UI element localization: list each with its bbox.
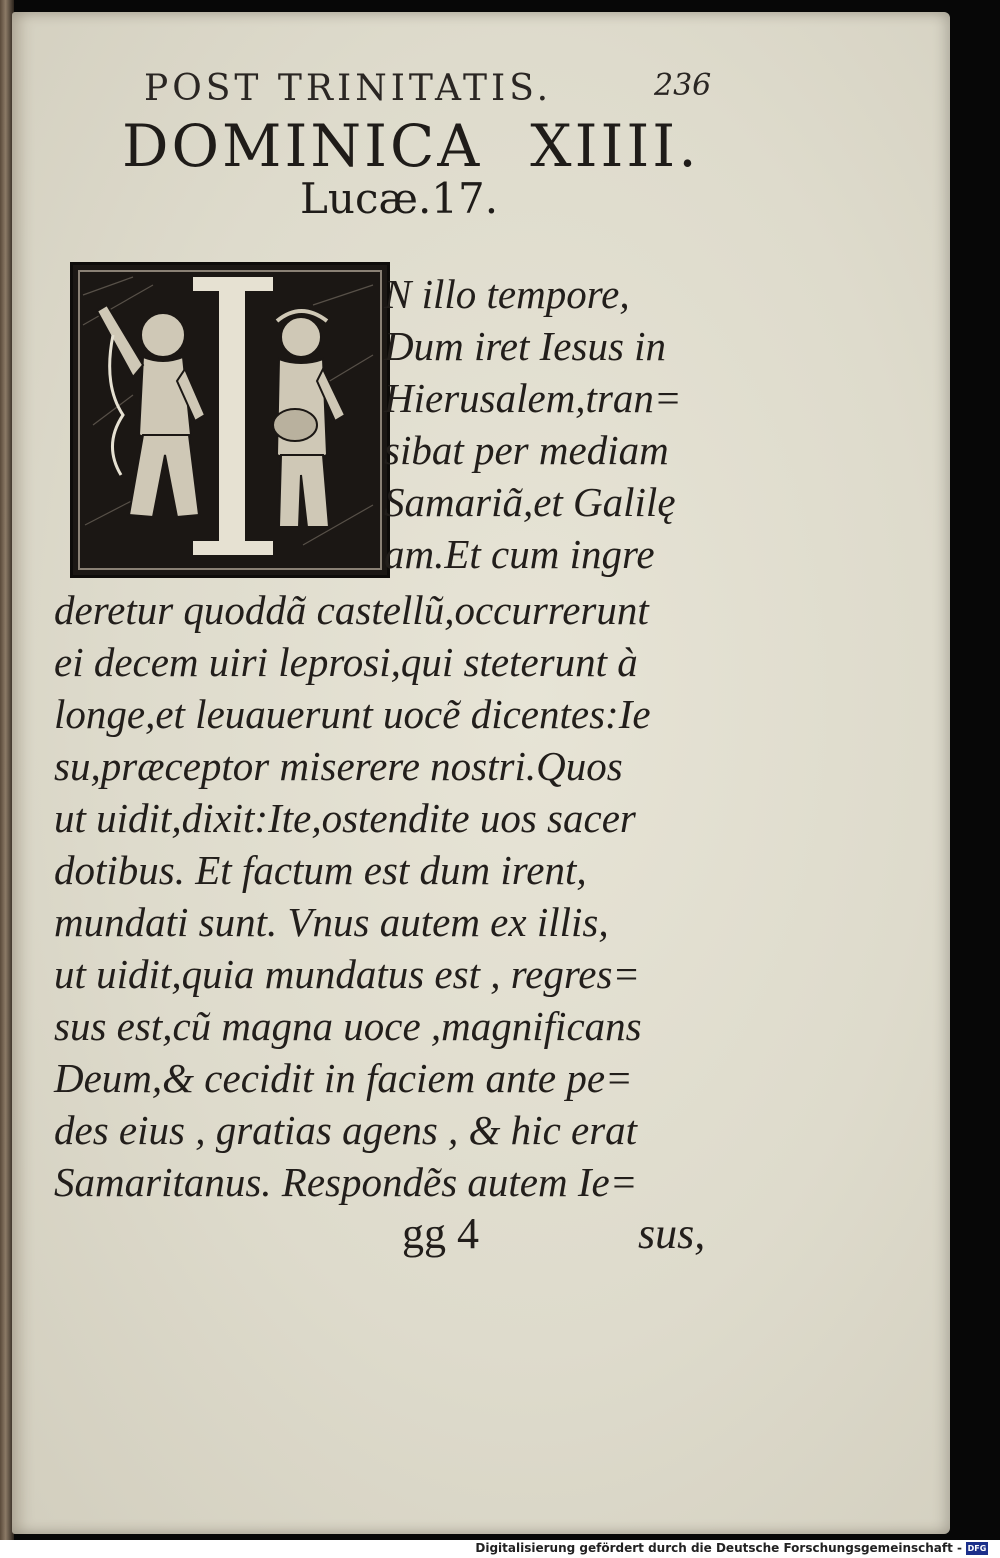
text-line: Dum iret Iesus in <box>384 323 667 369</box>
text-line: des eius , gratias agens , & hic erat <box>54 1107 638 1153</box>
text-line: dotibus. Et factum est dum irent, <box>54 847 587 893</box>
text-line: Samariã,et Galilę <box>384 479 676 525</box>
text-line: mundati sunt. Vnus autem ex illis, <box>54 899 609 945</box>
text-line: ut uidit,quia mundatus est , regres= <box>54 951 641 997</box>
text-line: N illo tempore, <box>384 271 630 317</box>
text-line: Samaritanus. Respondẽs autem Ie= <box>54 1159 638 1205</box>
gospel-reference: Lucæ.17. <box>300 174 499 223</box>
text-line: sibat per mediam <box>384 427 669 473</box>
digitization-credit: Digitalisierung gefördert durch die Deutsche Forschungsgemeinschaft - <box>475 1541 962 1555</box>
body-text <box>12 12 950 1534</box>
text-line: ut uidit,dixit:Ite,ostendite uos sacer <box>54 795 636 841</box>
text-line: longe,et leuauerunt uocẽ dicentes:Ie <box>54 691 651 737</box>
running-head: POST TRINITATIS. <box>144 68 553 109</box>
dfg-logo-icon: DFG <box>967 1544 987 1553</box>
title-word-dominica: DOMINICA <box>122 112 483 180</box>
text-line: su,præceptor miserere nostri.Quos <box>54 743 623 789</box>
signature-mark: gg 4 <box>402 1209 479 1258</box>
text-line: Hierusalem,tran= <box>384 375 682 421</box>
text-line: Deum,& cecidit in faciem ante pe= <box>54 1055 633 1101</box>
text-line: sus est,cũ magna uoce ,magnificans <box>54 1003 642 1049</box>
book-page <box>12 12 950 1534</box>
text-line: deretur quoddã castellũ,occurrerunt <box>54 587 649 633</box>
catchword: sus, <box>638 1209 706 1258</box>
folio-number: 236 <box>654 68 712 103</box>
text-line: am.Et cum ingre <box>384 531 655 577</box>
text-line: ei decem uiri leprosi,qui steterunt à <box>54 639 638 685</box>
title-word-number: XIIII. <box>530 112 700 180</box>
